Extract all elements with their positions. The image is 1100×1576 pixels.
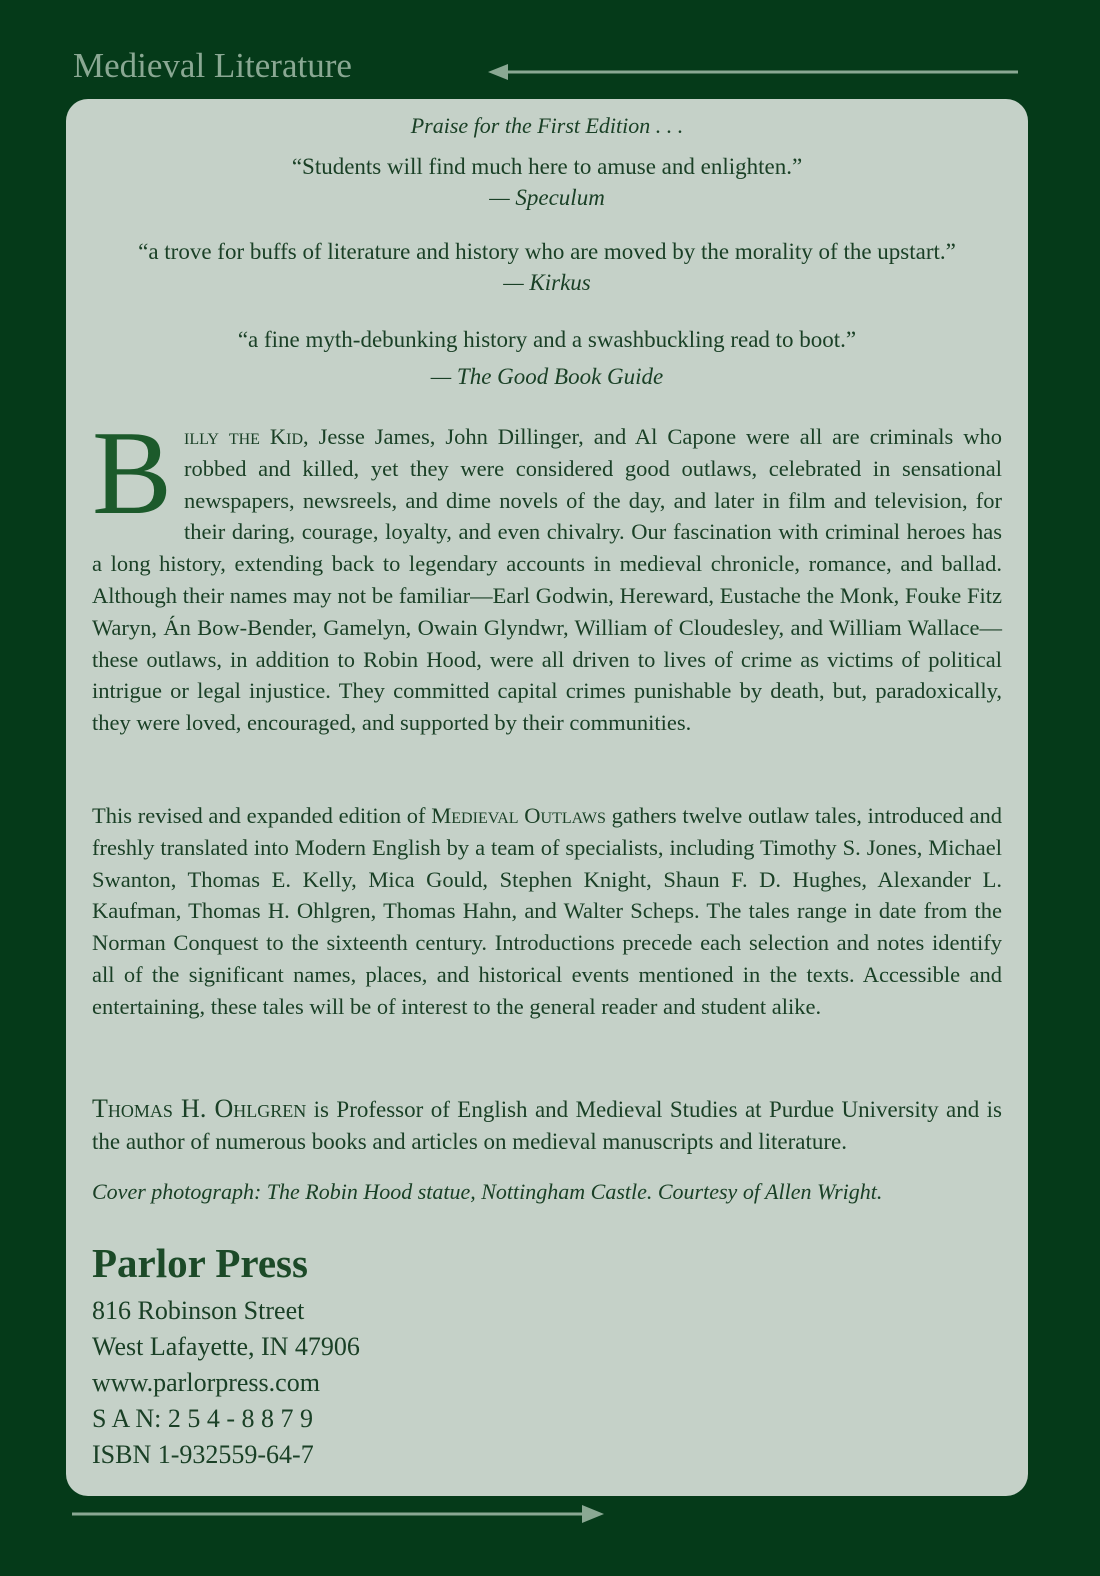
- cover-photo-credit: Cover photograph: The Robin Hood statue, Nottingham Castle. Courtesy of Allen Wright.: [92, 1179, 883, 1204]
- book-title: Medieval Outlaws: [431, 803, 606, 828]
- praise-heading: Praise for the First Edition . . .: [410, 113, 684, 138]
- paragraph-text: This revised and expanded edition of: [92, 803, 432, 828]
- quote-text: “a trove for buffs of literature and history who are moved by the morality of the upstart.”: [138, 239, 956, 264]
- description-paragraph-2: [92, 800, 1002, 1023]
- author-bio-text: is Professor of English and Medieval Studies at Purdue University and is the author of numerous books and articles on medieval manuscripts and literature.: [92, 1097, 1002, 1154]
- back-cover-panel: [66, 99, 1028, 1496]
- left-arrow-icon: [488, 62, 1020, 82]
- quote-source: — The Good Book Guide: [430, 364, 664, 389]
- review-quote: [66, 151, 1028, 213]
- review-quote: [66, 236, 1028, 298]
- city-address: West Lafayette, IN 47906: [92, 1332, 360, 1361]
- category-label: Medieval Literature: [73, 46, 352, 85]
- street-address: 816 Robinson Street: [92, 1296, 305, 1325]
- drop-cap: B: [92, 406, 173, 539]
- quote-text: “a fine myth-debunking history and a swashbuckling read to boot.”: [237, 327, 857, 352]
- quote-source: — Speculum: [489, 185, 605, 210]
- lead-in-name: illy the Kid: [184, 424, 304, 449]
- website-link[interactable]: www.parlorpress.com: [92, 1368, 320, 1397]
- publisher-name: Parlor Press: [92, 1240, 308, 1286]
- paragraph-text: gathers twelve outlaw tales, introduced and freshly translated into Modern English by a team of specialists, including Timothy S. Jones, Michael Swanton, Thomas E. Kelly, Mica Gould, Stephen Knight, Shaun F. D. Hughes, Alexander L. Kaufman, Thomas H. Ohlgren, Thomas Hahn, and Walter Scheps. The tales range in date from the Norman Conquest to the sixteenth century. Introductions precede each selection and notes identify all of the significant names, places, and historical events mentioned in the texts. Accessible and entertaining, these tales will be of interest to the general reader and student alike.: [92, 803, 1003, 1019]
- paragraph-text: , Jesse James, John Dillinger, and Al Capone were all are criminals who robbed and killed, yet they were considered good outlaws, celebrated in sensational newspapers, newsreels, and dime novels of the day, and later in film and television, for their daring, courage, loyalty, and even chivalry. Our fascination with criminal heroes has a long history, extending back to legendary accounts in medieval chronicle, romance, and ballad. Although their names may not be familiar—Earl Godwin, Hereward, Eustache the Monk, Fouke Fitz Waryn, Án Bow-Bender, Gamelyn, Owain Glyndwr, William of Cloudesley, and William Wallace—these outlaws, in addition to Robin Hood, were all driven to lives of crime as victims of political intrigue or legal injustice. They committed capital crimes punishable by death, but, paradoxically, they were loved, encouraged, and supported by their communities.: [92, 424, 1003, 736]
- author-bio: [92, 1093, 1002, 1158]
- review-quote: [66, 321, 1028, 395]
- quote-source: — Kirkus: [503, 270, 591, 295]
- description-paragraph-1: [92, 406, 1003, 739]
- isbn-number: ISBN 1-932559-64-7: [92, 1440, 314, 1469]
- publisher-address: [92, 1293, 360, 1473]
- author-name: Thomas H. Ohlgren: [92, 1094, 307, 1123]
- quote-text: “Students will find much here to amuse and enlighten.”: [291, 154, 803, 179]
- san-number: S A N: 2 5 4 - 8 8 7 9: [92, 1404, 314, 1433]
- right-arrow-icon: [72, 1503, 604, 1525]
